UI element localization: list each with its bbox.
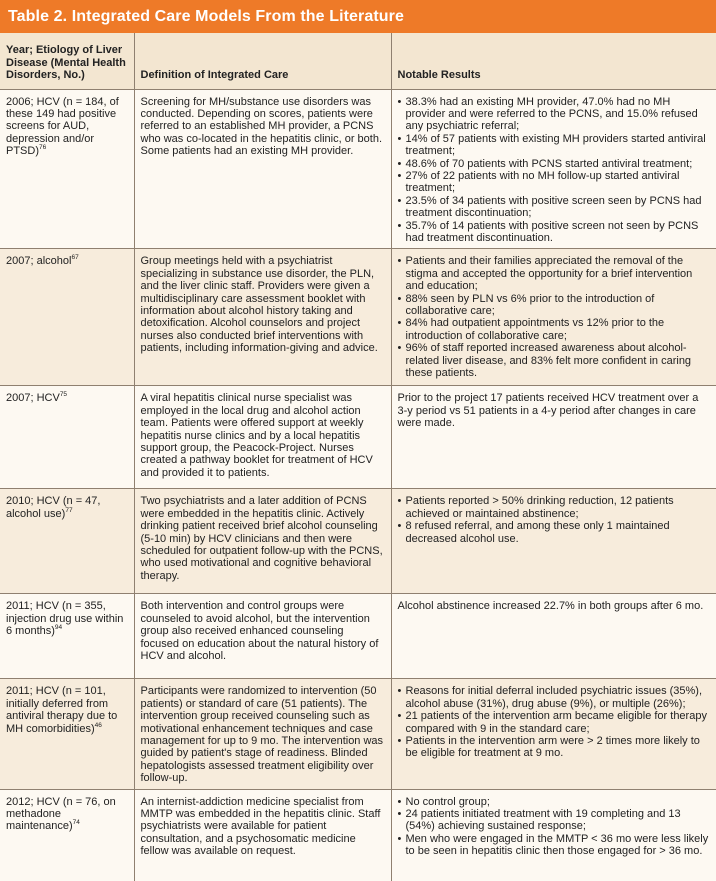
integrated-care-table: [0, 33, 716, 881]
cell-definition: Participants were randomized to intervention (50 patients) or standard of care (51 patients). The intervention group received counseling such as motivational enhancement techniques and case management for up to 9 mo. The intervention was guided by patient's stage of readiness. Blinded hepatologists assessed treatment eligibility over follow-up.: [134, 679, 391, 789]
cell-definition: Screening for MH/substance use disorders was conducted. Depending on scores, patients were referred to an established MH provider, a PCNS who was co-located in the hepatitis clinic, or both. Some patients had an existing MH provider.: [134, 89, 391, 249]
cell-year-etiology: 2006; HCV (n = 184, of these 149 had positive screens for AUD, depression and/or PTSD)$^{76}$: [0, 89, 134, 249]
cell-results: Prior to the project 17 patients received HCV treatment over a 3-y period vs 51 patients in a 4-y period after changes in care were made.: [391, 386, 716, 489]
list-item: • 38.3% had an existing MH provider, 47.0% had no MH provider and were referred to the PCNS, and 15.0% refused any psychiatric referral;: [398, 96, 711, 133]
cell-definition: Group meetings held with a psychiatrist specializing in substance use disorder, the PLN, and the liver clinic staff. Providers were given a multidisciplinary care assessment booklet with information about alcohol history taking and detoxification. Alcohol counselors and project nurses also conducted brief interventions with patients, including information-giving and advice.: [134, 249, 391, 386]
cell-definition: Two psychiatrists and a later addition of PCNS were embedded in the hepatitis clinic. Actively drinking patient received brief alcohol counseling (5-10 min) by HCV clinicians and then were scheduled for outpatient follow-up with the PCNS, who used motivational and cognitive behavioral therapy.: [134, 489, 391, 594]
reference-number: 77: [65, 506, 73, 514]
results-list: [398, 96, 711, 245]
list-item: • Reasons for initial deferral included psychiatric issues (35%), alcohol abuse (31%), drug abuse (9%), or multiple (26%);: [398, 685, 711, 710]
list-item: • 48.6% of 70 patients with PCNS started antiviral treatment;: [398, 158, 711, 170]
table-title-text: Table 2. Integrated Care Models From the Literature: [8, 7, 404, 25]
cell-year-etiology: 2012; HCV (n = 76, on methadone maintenance)$^{74}$: [0, 789, 134, 881]
table-row: [0, 679, 716, 789]
list-item: • 35.7% of 14 patients with positive screen not seen by PCNS had treatment discontinuation.: [398, 220, 711, 245]
table-row: [0, 89, 716, 249]
cell-year-etiology: 2007; alcohol$^{67}$: [0, 249, 134, 386]
reference-number: 75: [59, 391, 68, 399]
cell-results: [391, 679, 716, 789]
list-item: • 21 patients of the intervention arm became eligible for therapy compared with 9 in the standard care;: [398, 710, 711, 735]
list-item: • 8 refused referral, and among these only 1 maintained decreased alcohol use.: [398, 520, 711, 545]
table-row: [0, 249, 716, 386]
header-results: Notable Results: [391, 33, 716, 89]
list-item: • No control group;: [398, 796, 711, 808]
reference-number: 76: [39, 144, 47, 152]
list-item: • 88% seen by PLN vs 6% prior to the introduction of collaborative care;: [398, 293, 711, 318]
reference-number: 46: [94, 721, 102, 729]
cell-results: [391, 789, 716, 881]
reference-number: 67: [71, 254, 79, 262]
results-list: [398, 685, 711, 759]
list-item: • 14% of 57 patients with existing MH providers started antiviral treatment;: [398, 133, 711, 158]
table-row: [0, 789, 716, 881]
list-item: • 23.5% of 34 patients with positive screen seen by PCNS had treatment discontinuation;: [398, 195, 711, 220]
list-item: • Men who were engaged in the MMTP < 36 mo were less likely to be seen in hepatitis clinic then those engaged for > 36 mo.: [398, 833, 711, 858]
reference-number: 94: [54, 624, 63, 632]
table-row: [0, 594, 716, 679]
cell-results: [391, 489, 716, 594]
results-list: [398, 255, 711, 379]
cell-year-etiology: 2010; HCV (n = 47, alcohol use)$^{77}$: [0, 489, 134, 594]
header-row: [0, 33, 716, 89]
cell-year-etiology: 2011; HCV (n = 101, initially deferred from antiviral therapy due to MH comorbidities)$^{46}$: [0, 679, 134, 789]
list-item: • 27% of 22 patients with no MH follow-up started antiviral treatment;: [398, 170, 711, 195]
results-list: [398, 495, 711, 545]
cell-definition: Both intervention and control groups were counseled to avoid alcohol, but the intervention group also received enhanced counseling focused on education about the natural history of HCV and alcohol.: [134, 594, 391, 679]
cell-definition: An internist-addiction medicine specialist from MMTP was embedded in the hepatitis clinic. Staff psychiatrists were available for patient consultation, and a psychosomatic medicine fellow was available on request.: [134, 789, 391, 881]
list-item: • 84% had outpatient appointments vs 12% prior to the introduction of collaborative care;: [398, 317, 711, 342]
list-item: • Patients in the intervention arm were > 2 times more likely to be eligible for treatment at 9 mo.: [398, 735, 711, 760]
reference-number: 74: [72, 819, 80, 827]
cell-definition: A viral hepatitis clinical nurse specialist was employed in the local drug and alcohol action team. Patients were offered support at weekly hepatitis nurse clinics and by a local hepatitis support group, the Peacock-Project. Nurses created a pathway booklet for treatment of HCV and provided it to patients.: [134, 386, 391, 489]
cell-results: [391, 249, 716, 386]
cell-year-etiology: 2011; HCV (n = 355, injection drug use within 6 months)$^{94}$: [0, 594, 134, 679]
list-item: • Patients reported > 50% drinking reduction, 12 patients achieved or maintained abstinence;: [398, 495, 711, 520]
header-year-etiology: Year; Etiology of Liver Disease (Mental Health Disorders, No.): [0, 33, 134, 89]
list-item: • 24 patients initiated treatment with 19 completing and 13 (54%) achieving sustained response;: [398, 808, 711, 833]
table-row: [0, 489, 716, 594]
table-title: [0, 0, 716, 33]
cell-year-etiology: 2007; HCV$^{75}$: [0, 386, 134, 489]
results-list: [398, 796, 711, 858]
cell-results: Alcohol abstinence increased 22.7% in both groups after 6 mo.: [391, 594, 716, 679]
header-definition: Definition of Integrated Care: [134, 33, 391, 89]
table-row: [0, 386, 716, 489]
cell-results: [391, 89, 716, 249]
list-item: • 96% of staff reported increased awareness about alcohol-related liver disease, and 83% felt more confident in caring these patients.: [398, 342, 711, 379]
list-item: • Patients and their families appreciated the removal of the stigma and accepted the opportunity for a brief intervention and education;: [398, 255, 711, 292]
